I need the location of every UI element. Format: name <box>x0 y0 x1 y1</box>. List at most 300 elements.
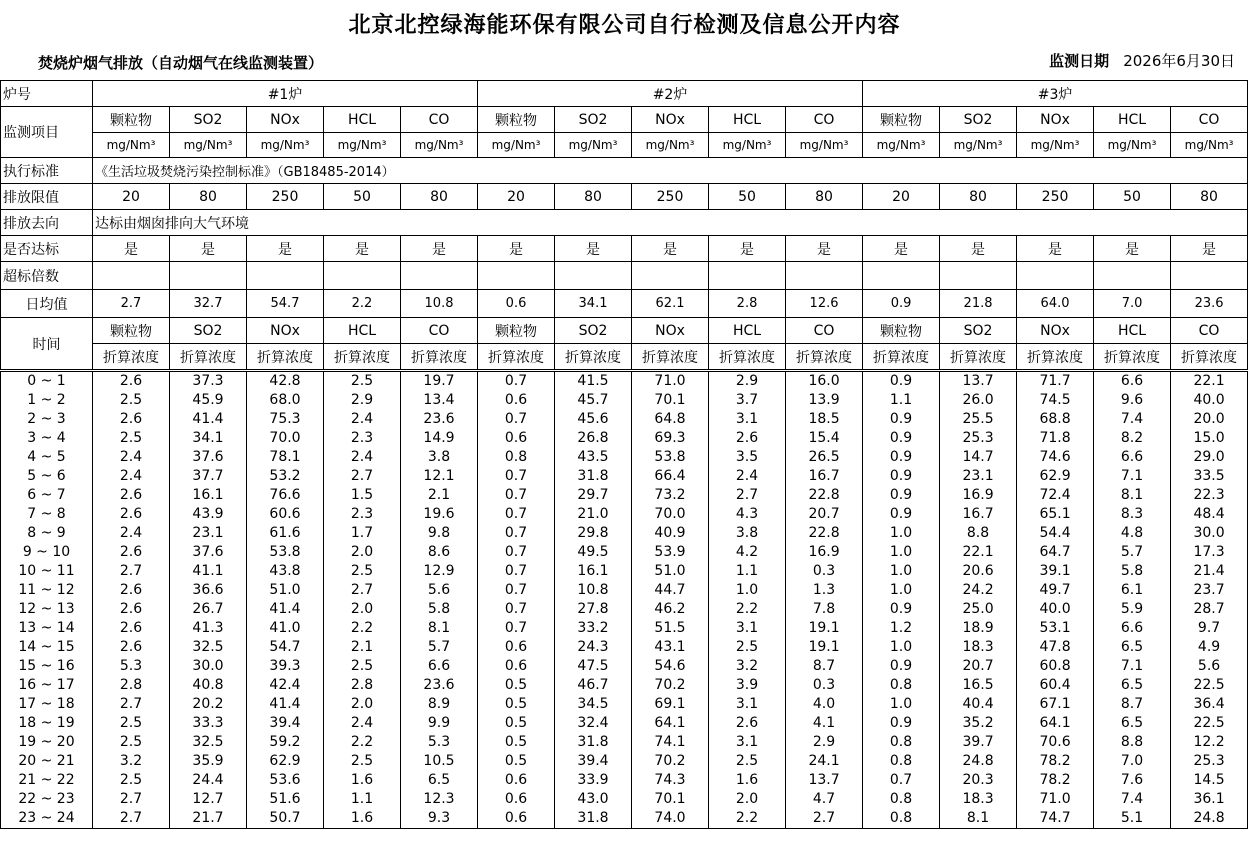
value-cell: 6.5 <box>1094 638 1171 657</box>
value-cell: 2.8 <box>324 676 401 695</box>
value-cell: 64.1 <box>1017 714 1094 733</box>
value-cell: 0.7 <box>478 524 555 543</box>
value-cell: 2.2 <box>709 600 786 619</box>
value-cell: 2.0 <box>324 695 401 714</box>
value-cell: 2.5 <box>324 657 401 676</box>
value-cell: 47.5 <box>555 657 632 676</box>
pollutant-subheader: 颗粒物 <box>478 318 555 344</box>
value-cell: 0.8 <box>478 448 555 467</box>
value-cell: 2.5 <box>324 752 401 771</box>
value-cell: 3.1 <box>709 695 786 714</box>
value-cell: 71.0 <box>632 372 709 392</box>
value-cell: 1.0 <box>863 638 940 657</box>
value-cell: 54.6 <box>632 657 709 676</box>
value-cell: 39.1 <box>1017 562 1094 581</box>
value-cell: 26.8 <box>555 429 632 448</box>
value-cell: 2.7 <box>93 562 170 581</box>
value-cell: 2.6 <box>93 638 170 657</box>
pollutant-header: CO <box>401 107 478 133</box>
monitoring-date-label: 监测日期 <box>1049 52 1110 70</box>
value-cell: 16.9 <box>940 486 1017 505</box>
pollutant-header: HCL <box>709 107 786 133</box>
value-cell: 75.3 <box>247 410 324 429</box>
value-cell: 51.0 <box>632 562 709 581</box>
value-cell: 23.1 <box>940 467 1017 486</box>
value-cell: 4.7 <box>786 790 863 809</box>
value-cell: 24.1 <box>786 752 863 771</box>
limit-value: 50 <box>324 184 401 210</box>
time-cell: 15 ~ 16 <box>1 657 93 676</box>
value-cell: 19.1 <box>786 638 863 657</box>
value-cell: 70.1 <box>632 391 709 410</box>
exceed-value <box>1094 262 1171 290</box>
value-cell: 2.6 <box>93 543 170 562</box>
furnace-header: #3炉 <box>863 81 1248 107</box>
value-cell: 2.5 <box>324 372 401 392</box>
value-cell: 28.7 <box>1171 600 1248 619</box>
limit-value: 80 <box>170 184 247 210</box>
value-cell: 12.3 <box>401 790 478 809</box>
exceed-value <box>247 262 324 290</box>
value-cell: 0.7 <box>478 486 555 505</box>
unit-cell: mg/Nm³ <box>1094 133 1171 158</box>
value-cell: 67.1 <box>1017 695 1094 714</box>
limit-value: 250 <box>632 184 709 210</box>
value-cell: 0.3 <box>786 676 863 695</box>
pollutant-subheader: HCL <box>324 318 401 344</box>
limit-value: 50 <box>1094 184 1171 210</box>
value-cell: 3.5 <box>709 448 786 467</box>
value-cell: 60.8 <box>1017 657 1094 676</box>
value-cell: 45.7 <box>555 391 632 410</box>
value-cell: 36.1 <box>1171 790 1248 809</box>
value-cell: 18.3 <box>940 790 1017 809</box>
value-cell: 6.1 <box>1094 581 1171 600</box>
exceed-value <box>709 262 786 290</box>
value-cell: 51.6 <box>247 790 324 809</box>
value-cell: 2.5 <box>93 391 170 410</box>
value-cell: 45.9 <box>170 391 247 410</box>
value-cell: 43.9 <box>170 505 247 524</box>
value-cell: 31.8 <box>555 809 632 829</box>
value-cell: 2.3 <box>324 505 401 524</box>
exceed-value <box>863 262 940 290</box>
value-cell: 2.0 <box>709 790 786 809</box>
value-cell: 23.6 <box>401 410 478 429</box>
value-cell: 32.5 <box>170 638 247 657</box>
unit-cell: mg/Nm³ <box>170 133 247 158</box>
value-cell: 22.1 <box>1171 372 1248 392</box>
value-cell: 3.1 <box>709 619 786 638</box>
pollutant-subheader: CO <box>786 318 863 344</box>
value-cell: 0.9 <box>863 486 940 505</box>
pollutant-subheader: HCL <box>1094 318 1171 344</box>
table-row <box>1 543 1248 562</box>
value-cell: 0.7 <box>478 372 555 392</box>
value-cell: 2.7 <box>324 581 401 600</box>
daily-avg-value: 21.8 <box>940 290 1017 318</box>
pollutant-header: SO2 <box>555 107 632 133</box>
value-cell: 70.2 <box>632 676 709 695</box>
exceed-value <box>478 262 555 290</box>
value-cell: 20.7 <box>940 657 1017 676</box>
value-cell: 2.5 <box>709 638 786 657</box>
value-cell: 23.6 <box>401 676 478 695</box>
table-row <box>1 486 1248 505</box>
value-cell: 19.1 <box>786 619 863 638</box>
table-row <box>1 524 1248 543</box>
value-cell: 62.9 <box>1017 467 1094 486</box>
time-cell: 23 ~ 24 <box>1 809 93 829</box>
table-row <box>1 581 1248 600</box>
value-cell: 12.7 <box>170 790 247 809</box>
value-cell: 29.0 <box>1171 448 1248 467</box>
value-cell: 0.9 <box>863 505 940 524</box>
value-cell: 8.2 <box>1094 429 1171 448</box>
value-cell: 35.9 <box>170 752 247 771</box>
value-cell: 0.7 <box>478 543 555 562</box>
value-cell: 49.7 <box>1017 581 1094 600</box>
pollutant-subheader: SO2 <box>170 318 247 344</box>
value-cell: 2.4 <box>93 467 170 486</box>
value-cell: 40.0 <box>1171 391 1248 410</box>
value-cell: 5.8 <box>1094 562 1171 581</box>
value-cell: 2.2 <box>324 733 401 752</box>
label-compliant: 是否达标 <box>1 236 93 262</box>
value-cell: 64.8 <box>632 410 709 429</box>
value-cell: 7.1 <box>1094 467 1171 486</box>
converted-header: 折算浓度 <box>940 344 1017 370</box>
value-cell: 2.5 <box>93 429 170 448</box>
value-cell: 19.7 <box>401 372 478 392</box>
value-cell: 20.6 <box>940 562 1017 581</box>
daily-avg-value: 2.7 <box>93 290 170 318</box>
value-cell: 2.5 <box>93 771 170 790</box>
value-cell: 0.9 <box>863 429 940 448</box>
value-cell: 0.9 <box>863 657 940 676</box>
value-cell: 1.5 <box>324 486 401 505</box>
converted-header: 折算浓度 <box>1171 344 1248 370</box>
value-cell: 41.5 <box>555 372 632 392</box>
value-cell: 2.6 <box>93 410 170 429</box>
compliant-value: 是 <box>478 236 555 262</box>
value-cell: 53.2 <box>247 467 324 486</box>
value-cell: 2.1 <box>324 638 401 657</box>
value-cell: 1.7 <box>324 524 401 543</box>
exceed-value <box>324 262 401 290</box>
exceed-value <box>940 262 1017 290</box>
value-cell: 2.7 <box>93 790 170 809</box>
value-cell: 16.5 <box>940 676 1017 695</box>
value-cell: 51.0 <box>247 581 324 600</box>
pollutant-header: HCL <box>1094 107 1171 133</box>
value-cell: 39.7 <box>940 733 1017 752</box>
table-row <box>1 467 1248 486</box>
value-cell: 1.6 <box>709 771 786 790</box>
value-cell: 27.8 <box>555 600 632 619</box>
table-row <box>1 600 1248 619</box>
value-cell: 53.1 <box>1017 619 1094 638</box>
value-cell: 2.6 <box>93 619 170 638</box>
value-cell: 6.6 <box>1094 372 1171 392</box>
value-cell: 16.7 <box>786 467 863 486</box>
value-cell: 74.3 <box>632 771 709 790</box>
value-cell: 2.3 <box>324 429 401 448</box>
value-cell: 6.6 <box>401 657 478 676</box>
value-cell: 60.4 <box>1017 676 1094 695</box>
value-cell: 78.1 <box>247 448 324 467</box>
daily-avg-value: 2.8 <box>709 290 786 318</box>
value-cell: 24.2 <box>940 581 1017 600</box>
value-cell: 53.8 <box>247 543 324 562</box>
value-cell: 35.2 <box>940 714 1017 733</box>
value-cell: 1.1 <box>324 790 401 809</box>
value-cell: 7.4 <box>1094 410 1171 429</box>
value-cell: 51.5 <box>632 619 709 638</box>
time-cell: 17 ~ 18 <box>1 695 93 714</box>
value-cell: 6.6 <box>1094 619 1171 638</box>
compliant-value: 是 <box>93 236 170 262</box>
value-cell: 34.1 <box>170 429 247 448</box>
value-cell: 8.8 <box>1094 733 1171 752</box>
value-cell: 4.9 <box>1171 638 1248 657</box>
value-cell: 18.3 <box>940 638 1017 657</box>
value-cell: 3.7 <box>709 391 786 410</box>
value-cell: 6.6 <box>1094 448 1171 467</box>
value-cell: 1.6 <box>324 771 401 790</box>
limit-value: 80 <box>401 184 478 210</box>
exceed-value <box>786 262 863 290</box>
pollutant-header: 颗粒物 <box>478 107 555 133</box>
limit-value: 80 <box>940 184 1017 210</box>
unit-cell: mg/Nm³ <box>555 133 632 158</box>
value-cell: 37.6 <box>170 543 247 562</box>
value-cell: 41.4 <box>170 410 247 429</box>
time-cell: 5 ~ 6 <box>1 467 93 486</box>
table-row <box>1 790 1248 809</box>
value-cell: 74.0 <box>632 809 709 829</box>
value-cell: 3.8 <box>709 524 786 543</box>
table-row <box>1 809 1248 829</box>
value-cell: 8.8 <box>940 524 1017 543</box>
value-cell: 26.0 <box>940 391 1017 410</box>
value-cell: 0.9 <box>863 600 940 619</box>
value-cell: 7.0 <box>1094 752 1171 771</box>
time-cell: 0 ~ 1 <box>1 372 93 392</box>
value-cell: 53.9 <box>632 543 709 562</box>
value-cell: 0.7 <box>478 505 555 524</box>
unit-cell: mg/Nm³ <box>940 133 1017 158</box>
value-cell: 36.4 <box>1171 695 1248 714</box>
daily-avg-value: 0.6 <box>478 290 555 318</box>
value-cell: 46.2 <box>632 600 709 619</box>
time-cell: 19 ~ 20 <box>1 733 93 752</box>
unit-cell: mg/Nm³ <box>324 133 401 158</box>
value-cell: 21.4 <box>1171 562 1248 581</box>
value-cell: 3.2 <box>93 752 170 771</box>
value-cell: 24.3 <box>555 638 632 657</box>
unit-cell: mg/Nm³ <box>401 133 478 158</box>
value-cell: 20.7 <box>786 505 863 524</box>
value-cell: 2.6 <box>93 486 170 505</box>
value-cell: 24.8 <box>1171 809 1248 829</box>
value-cell: 36.6 <box>170 581 247 600</box>
compliant-value: 是 <box>940 236 1017 262</box>
value-cell: 2.7 <box>324 467 401 486</box>
value-cell: 18.5 <box>786 410 863 429</box>
value-cell: 5.7 <box>1094 543 1171 562</box>
value-cell: 25.0 <box>940 600 1017 619</box>
value-cell: 25.5 <box>940 410 1017 429</box>
value-cell: 74.6 <box>1017 448 1094 467</box>
value-cell: 24.8 <box>940 752 1017 771</box>
time-cell: 13 ~ 14 <box>1 619 93 638</box>
page-title: 北京北控绿海能环保有限公司自行检测及信息公开内容 <box>348 13 901 38</box>
value-cell: 41.4 <box>247 695 324 714</box>
value-cell: 71.7 <box>1017 372 1094 392</box>
value-cell: 29.8 <box>555 524 632 543</box>
value-cell: 2.4 <box>324 448 401 467</box>
unit-cell: mg/Nm³ <box>863 133 940 158</box>
daily-avg-value: 62.1 <box>632 290 709 318</box>
value-cell: 78.2 <box>1017 771 1094 790</box>
daily-avg-value: 34.1 <box>555 290 632 318</box>
value-cell: 5.6 <box>1171 657 1248 676</box>
time-cell: 18 ~ 19 <box>1 714 93 733</box>
furnace-header: #1炉 <box>93 81 478 107</box>
value-cell: 9.9 <box>401 714 478 733</box>
value-cell: 2.6 <box>93 600 170 619</box>
value-cell: 0.9 <box>863 714 940 733</box>
furnace-header: #2炉 <box>478 81 863 107</box>
compliant-value: 是 <box>324 236 401 262</box>
pollutant-subheader: NOx <box>632 318 709 344</box>
unit-cell: mg/Nm³ <box>93 133 170 158</box>
value-cell: 53.6 <box>247 771 324 790</box>
value-cell: 29.7 <box>555 486 632 505</box>
value-cell: 12.2 <box>1171 733 1248 752</box>
value-cell: 0.6 <box>478 638 555 657</box>
value-cell: 0.5 <box>478 676 555 695</box>
value-cell: 20.2 <box>170 695 247 714</box>
value-cell: 20.0 <box>1171 410 1248 429</box>
value-cell: 1.0 <box>863 543 940 562</box>
value-cell: 2.0 <box>324 543 401 562</box>
value-cell: 54.7 <box>247 638 324 657</box>
converted-header: 折算浓度 <box>863 344 940 370</box>
pollutant-header: CO <box>786 107 863 133</box>
value-cell: 42.4 <box>247 676 324 695</box>
value-cell: 26.7 <box>170 600 247 619</box>
exceed-value <box>632 262 709 290</box>
value-cell: 0.5 <box>478 733 555 752</box>
value-cell: 2.7 <box>93 695 170 714</box>
table-row <box>1 391 1248 410</box>
value-cell: 0.6 <box>478 809 555 829</box>
table-row <box>1 676 1248 695</box>
pollutant-subheader: NOx <box>1017 318 1094 344</box>
value-cell: 0.7 <box>478 581 555 600</box>
converted-header: 折算浓度 <box>478 344 555 370</box>
daily-avg-value: 64.0 <box>1017 290 1094 318</box>
value-cell: 30.0 <box>170 657 247 676</box>
time-cell: 4 ~ 5 <box>1 448 93 467</box>
value-cell: 71.0 <box>1017 790 1094 809</box>
exceed-value <box>170 262 247 290</box>
pollutant-subheader: NOx <box>247 318 324 344</box>
pollutant-header: NOx <box>632 107 709 133</box>
pollutant-header: NOx <box>247 107 324 133</box>
value-cell: 59.2 <box>247 733 324 752</box>
value-cell: 1.6 <box>324 809 401 829</box>
value-cell: 0.9 <box>863 448 940 467</box>
time-cell: 21 ~ 22 <box>1 771 93 790</box>
value-cell: 8.3 <box>1094 505 1171 524</box>
value-cell: 61.6 <box>247 524 324 543</box>
value-cell: 72.4 <box>1017 486 1094 505</box>
value-cell: 8.6 <box>401 543 478 562</box>
value-cell: 6.5 <box>1094 676 1171 695</box>
value-cell: 65.1 <box>1017 505 1094 524</box>
value-cell: 0.7 <box>863 771 940 790</box>
converted-header: 折算浓度 <box>324 344 401 370</box>
value-cell: 0.5 <box>478 714 555 733</box>
pollutant-header: NOx <box>1017 107 1094 133</box>
value-cell: 1.2 <box>863 619 940 638</box>
value-cell: 17.3 <box>1171 543 1248 562</box>
value-cell: 41.3 <box>170 619 247 638</box>
value-cell: 74.7 <box>1017 809 1094 829</box>
value-cell: 16.0 <box>786 372 863 392</box>
daily-avg-value: 23.6 <box>1171 290 1248 318</box>
value-cell: 2.2 <box>709 809 786 829</box>
value-cell: 20.3 <box>940 771 1017 790</box>
value-cell: 0.8 <box>863 733 940 752</box>
table-row <box>1 638 1248 657</box>
converted-header: 折算浓度 <box>1094 344 1171 370</box>
converted-header: 折算浓度 <box>1017 344 1094 370</box>
pollutant-subheader: 颗粒物 <box>93 318 170 344</box>
value-cell: 30.0 <box>1171 524 1248 543</box>
value-cell: 32.5 <box>170 733 247 752</box>
value-cell: 0.5 <box>478 695 555 714</box>
converted-header: 折算浓度 <box>709 344 786 370</box>
value-cell: 2.2 <box>324 619 401 638</box>
time-cell: 8 ~ 9 <box>1 524 93 543</box>
pollutant-header: 颗粒物 <box>863 107 940 133</box>
value-cell: 60.6 <box>247 505 324 524</box>
value-cell: 40.8 <box>170 676 247 695</box>
value-cell: 0.8 <box>863 676 940 695</box>
value-cell: 70.2 <box>632 752 709 771</box>
value-cell: 37.3 <box>170 372 247 392</box>
daily-avg-value: 2.2 <box>324 290 401 318</box>
pollutant-subheader: CO <box>401 318 478 344</box>
limit-value: 20 <box>863 184 940 210</box>
value-cell: 14.9 <box>401 429 478 448</box>
converted-header: 折算浓度 <box>632 344 709 370</box>
value-cell: 70.1 <box>632 790 709 809</box>
value-cell: 2.4 <box>324 714 401 733</box>
standard-text: 《生活垃圾焚烧污染控制标准》（GB18485-2014） <box>93 158 1248 184</box>
value-cell: 76.6 <box>247 486 324 505</box>
value-cell: 9.7 <box>1171 619 1248 638</box>
value-cell: 40.9 <box>632 524 709 543</box>
value-cell: 3.2 <box>709 657 786 676</box>
label-time: 时间 <box>1 318 93 370</box>
value-cell: 5.7 <box>401 638 478 657</box>
limit-value: 20 <box>478 184 555 210</box>
